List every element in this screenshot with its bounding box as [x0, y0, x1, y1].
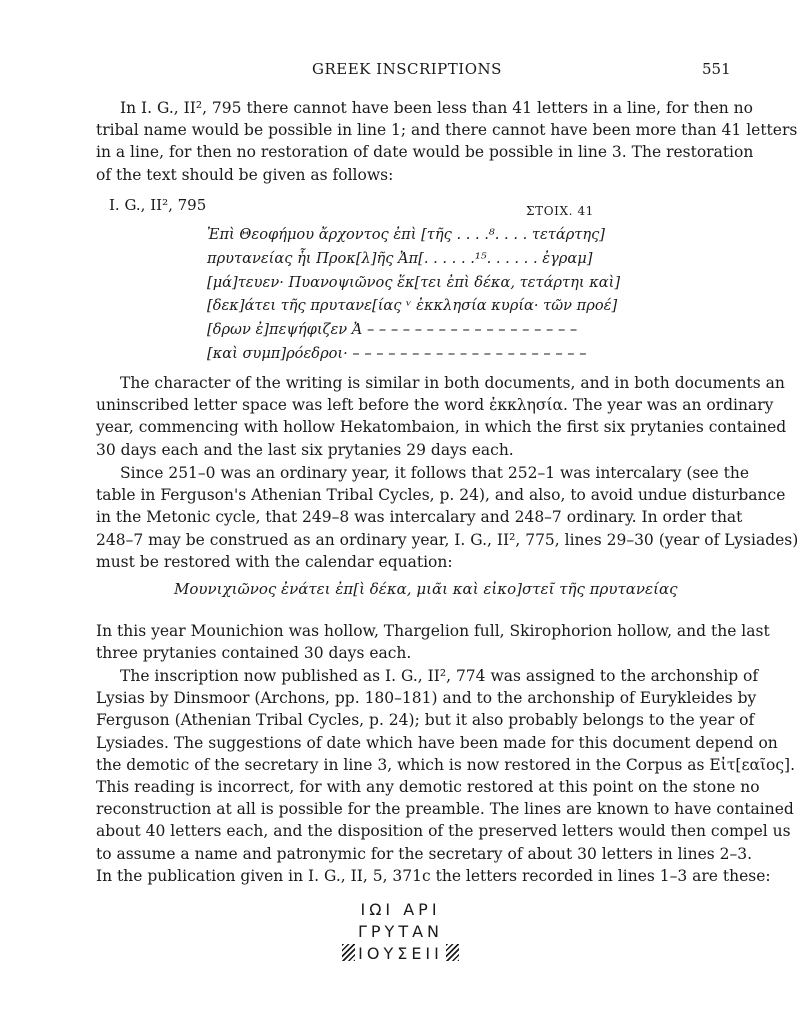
text-line: the demotic of the secretary in line 3, which is now restored in the Corpus as Εἰτ[εαῖος]. — [96, 755, 796, 774]
inscription-label: I. G., II², 795 — [109, 196, 207, 214]
text-line: 248–7 may be construed as an ordinary year, I. G., II², 775, lines 29–30 (year of Lysiades) — [96, 530, 799, 549]
text-line: In I. G., II², 795 there cannot have been less than 41 letters in a line, for then no — [120, 99, 753, 117]
inscription-line: Ἐπὶ Θεοφήμου ἄρχοντος ἐπὶ [τῆς . . . .⁸. . . . τετάρτης] — [207, 226, 605, 243]
text-line: The character of the writing is similar in both documents, and in both documents an — [120, 374, 785, 392]
text-line: year, commencing with hollow Hekatombaion, in which the first six prytanies contained — [96, 418, 787, 437]
text-line: must be restored with the calendar equation: — [96, 552, 453, 571]
text-line: tribal name would be possible in line 1; and there cannot have been more than 41 letters — [96, 121, 798, 140]
paragraph-1 — [96, 97, 798, 186]
text-line: In the publication given in I. G., II, 5, 371c the letters recorded in lines 1–3 are these: — [96, 866, 771, 885]
text-line: Lysiades. The suggestions of date which have been made for this document depend on — [96, 733, 778, 752]
calendar-equation: Μουνιχιῶνος ἐνάτει ἐπ[ὶ δέκα, μιᾶι καὶ εἰκο]στεῖ τῆς πρυτανείας — [174, 580, 678, 598]
text-line: This reading is incorrect, for with any demotic restored at this point on the stone no — [96, 777, 760, 796]
text-line: In this year Mounichion was hollow, Thargelion full, Skirophorion hollow, and the last — [96, 622, 770, 640]
damaged-stone-mark — [342, 944, 355, 961]
paragraph-3 — [96, 462, 799, 573]
text-line: reconstruction at all is possible for the preamble. The lines are known to have contained — [96, 800, 794, 819]
text-line: in a line, for then no restoration of date would be possible in line 3. The restoration — [96, 143, 754, 162]
epigraphic-letters: ΙΟΥΣΕΙΙ — [358, 944, 443, 963]
inscription-line: [δεκ]άτει τῆς πρυτανε[ίας ᵛ ἐκκλησία κυρία· τῶν προέ] — [207, 297, 618, 314]
inscription-line: πρυτανείας ἧ̣ι Προκ[λ]ῆς Ἀπ[. . . . . .¹⁵. . . . . . ἐγραμ] — [207, 250, 593, 267]
paragraph-5 — [96, 665, 796, 887]
inscription-line: [δρων ἐ]πεψήφιζεν Ἀ – – – – – – – – – – – – – – – – – – — [207, 321, 578, 338]
text-line: Ferguson (Athenian Tribal Cycles, p. 24); but it also probably belongs to the year of — [96, 711, 755, 730]
text-line: Since 251–0 was an ordinary year, it follows that 252–1 was intercalary (see the — [120, 464, 749, 482]
page-number: 551 — [702, 60, 731, 78]
text-line: of the text should be given as follows: — [96, 165, 394, 184]
stoichedon-count: ΣΤΟΙΧ. 41 — [526, 204, 594, 218]
text-line: about 40 letters each, and the disposition of the preserved letters would then compel us — [96, 822, 791, 841]
damaged-stone-mark — [446, 944, 459, 961]
text-line: The inscription now published as I. G., II², 774 was assigned to the archonship of — [120, 667, 759, 685]
text-line: to assume a name and patronymic for the secretary of about 30 letters in lines 2–3. — [96, 844, 753, 863]
inscription-line: [καὶ συμπ]ρόεδροι· – – – – – – – – – – – – – – – – – – – – — [207, 345, 587, 362]
text-line: Lysias by Dinsmoor (Archons, pp. 180–181) and to the archonship of Eurykleides by — [96, 689, 757, 708]
epigraphic-line: ΓΡΥΤΑΝ — [357, 922, 444, 941]
epigraphic-line: ΙΩΙ ΑΡΙ — [360, 900, 441, 919]
text-line: in the Metonic cycle, that 249–8 was intercalary and 248–7 ordinary. In order that — [96, 508, 743, 527]
paragraph-4 — [96, 620, 770, 664]
paragraph-2 — [96, 372, 787, 461]
text-line: three prytanies contained 30 days each. — [96, 644, 412, 663]
text-line: 30 days each and the last six prytanies 29 days each. — [96, 440, 514, 459]
inscription-line: [μά]τευεν· Πυανοψιῶνος ἕκ[τει ἐπὶ δέκα, τετάρτηι καὶ] — [207, 274, 621, 291]
text-line: table in Ferguson's Athenian Tribal Cycles, p. 24), and also, to avoid undue disturbance — [96, 486, 786, 505]
running-title: GREEK INSCRIPTIONS — [312, 60, 502, 78]
text-line: uninscribed letter space was left before the word ἐκκλησία. The year was an ordinary — [96, 396, 774, 415]
epigraphic-line — [0, 944, 801, 963]
